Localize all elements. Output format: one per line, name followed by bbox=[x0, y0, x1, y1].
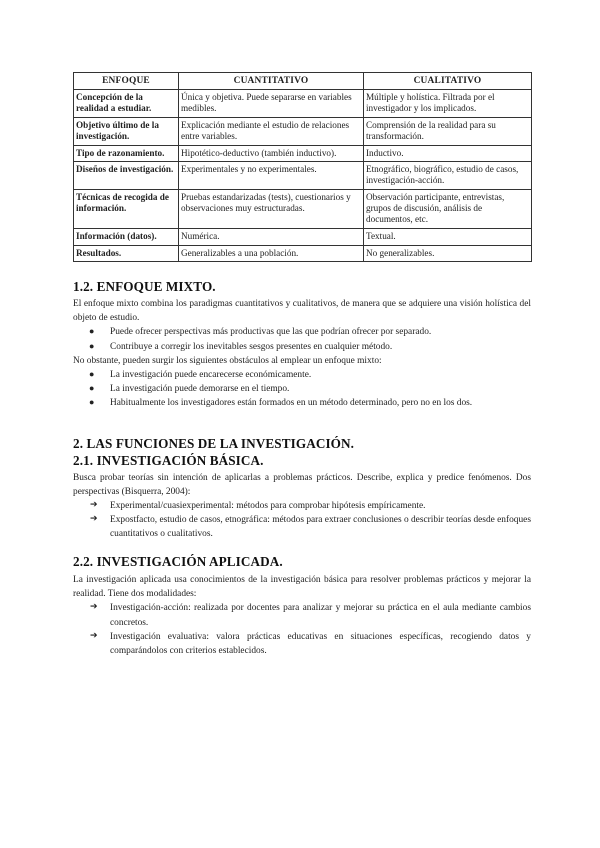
bullet-icon: ● bbox=[89, 382, 95, 393]
cell-cualitativo: Múltiple y holística. Filtrada por el investigador y los implicados. bbox=[364, 90, 532, 118]
cell-cualitativo: Observación participante, entrevistas, grupos de discusión, análisis de documentos, etc. bbox=[364, 190, 532, 229]
paragraph-basic-intro: Busca probar teorías sin intención de aplicarlas a problemas prácticos. Describe, explica y predice fenómenos. Dos perspectivas (Bisquerra, 2004): bbox=[73, 472, 531, 497]
arrow-icon: ➔ bbox=[90, 514, 98, 525]
basic-perspectives-list bbox=[73, 499, 531, 541]
table-row bbox=[74, 145, 532, 162]
document-page bbox=[73, 72, 531, 658]
paragraph-applied-intro: La investigación aplicada usa conocimientos de la investigación básica para resolver problemas prácticos y mejorar la realidad. Tiene dos modalidades: bbox=[73, 575, 531, 600]
cell-cuantitativo: Única y objetiva. Puede separarse en variables medibles. bbox=[179, 90, 364, 118]
header-enfoque: ENFOQUE bbox=[74, 73, 179, 90]
row-label: Diseños de investigación. bbox=[74, 162, 179, 190]
cell-cualitativo: Comprensión de la realidad para su transformación. bbox=[364, 117, 532, 145]
row-label: Resultados. bbox=[74, 245, 179, 262]
section-heading-applied: 2.2. INVESTIGACIÓN APLICADA. bbox=[73, 554, 283, 570]
list-item: ● Habitualmente los investigadores están formados en un método determinado, pero no en los dos. bbox=[89, 397, 473, 409]
row-label: Tipo de razonamiento. bbox=[74, 145, 179, 162]
bullet-icon: ● bbox=[89, 340, 95, 351]
header-cuantitativo: CUANTITATIVO bbox=[179, 73, 364, 90]
cell-cuantitativo: Experimentales y no experimentales. bbox=[179, 162, 364, 190]
applied-modalities-list bbox=[73, 601, 531, 657]
table-row bbox=[74, 117, 532, 145]
list-item: ➔ Investigación evaluativa: valora prácticas educativas en situaciones específicas, recogiendo datos y comparándolos con criterios establecidos. bbox=[90, 630, 531, 656]
list-item: ● Puede ofrecer perspectivas más productivas que las que podrían ofrecer por separado. bbox=[89, 326, 432, 338]
list-item: ● La investigación puede encarecerse económicamente. bbox=[89, 368, 312, 380]
row-label: Objetivo último de la investigación. bbox=[74, 117, 179, 145]
paragraph-obstacles-intro: No obstante, pueden surgir los siguientes obstáculos al emplear un enfoque mixto: bbox=[73, 355, 382, 366]
arrow-icon: ➔ bbox=[90, 630, 98, 641]
cell-cualitativo: Textual. bbox=[364, 228, 532, 245]
arrow-icon: ➔ bbox=[90, 500, 98, 511]
row-label: Información (datos). bbox=[74, 228, 179, 245]
table-row bbox=[74, 162, 532, 190]
list-item: ➔ Expostfacto, estudio de casos, etnográfica: métodos para extraer conclusiones o describir teorías desde enfoques cuantitativos o cualitativos. bbox=[90, 514, 531, 540]
section-heading-functions: 2. LAS FUNCIONES DE LA INVESTIGACIÓN. bbox=[73, 436, 355, 452]
table-row bbox=[74, 228, 532, 245]
cell-cuantitativo: Explicación mediante el estudio de relaciones entre variables. bbox=[179, 117, 364, 145]
list-item: ➔ Experimental/cuasiexperimental: métodos para comprobar hipótesis empíricamente. bbox=[90, 500, 426, 512]
paragraph-mixed-intro: El enfoque mixto combina los paradigmas cuantitativos y cualitativos, de manera que se adquiere una visión holística del objeto de estudio. bbox=[73, 299, 531, 324]
comparison-table bbox=[73, 72, 532, 262]
table-row bbox=[74, 245, 532, 262]
cell-cualitativo: No generalizables. bbox=[364, 245, 532, 262]
section-heading-mixed: 1.2. ENFOQUE MIXTO. bbox=[73, 279, 216, 295]
bullet-icon: ● bbox=[89, 397, 95, 408]
cell-cuantitativo: Numérica. bbox=[179, 228, 364, 245]
list-item: ➔ Investigación-acción: realizada por docentes para analizar y mejorar su práctica en el aula mediante cambios concretos. bbox=[90, 602, 531, 628]
table-row bbox=[74, 190, 532, 229]
cell-cuantitativo: Hipotético-deductivo (también inductivo). bbox=[179, 145, 364, 162]
row-label: Concepción de la realidad a estudiar. bbox=[74, 90, 179, 118]
section-heading-basic: 2.1. INVESTIGACIÓN BÁSICA. bbox=[73, 452, 264, 468]
bullet-icon: ● bbox=[89, 326, 95, 337]
cell-cualitativo: Inductivo. bbox=[364, 145, 532, 162]
cell-cuantitativo: Generalizables a una población. bbox=[179, 245, 364, 262]
row-label: Técnicas de recogida de información. bbox=[74, 190, 179, 229]
benefits-list bbox=[73, 325, 531, 353]
list-item: ● La investigación puede demorarse en el tiempo. bbox=[89, 382, 290, 394]
table-row bbox=[74, 90, 532, 118]
cell-cuantitativo: Pruebas estandarizadas (tests), cuestionarios y observaciones muy estructuradas. bbox=[179, 190, 364, 229]
list-item: ● Contribuye a corregir los inevitables sesgos presentes en cualquier método. bbox=[89, 340, 393, 352]
obstacles-list bbox=[73, 368, 531, 410]
table-header-row bbox=[74, 73, 532, 90]
arrow-icon: ➔ bbox=[90, 602, 98, 613]
bullet-icon: ● bbox=[89, 368, 95, 379]
cell-cualitativo: Etnográfico, biográfico, estudio de casos, investigación-acción. bbox=[364, 162, 532, 190]
header-cualitativo: CUALITATIVO bbox=[364, 73, 532, 90]
